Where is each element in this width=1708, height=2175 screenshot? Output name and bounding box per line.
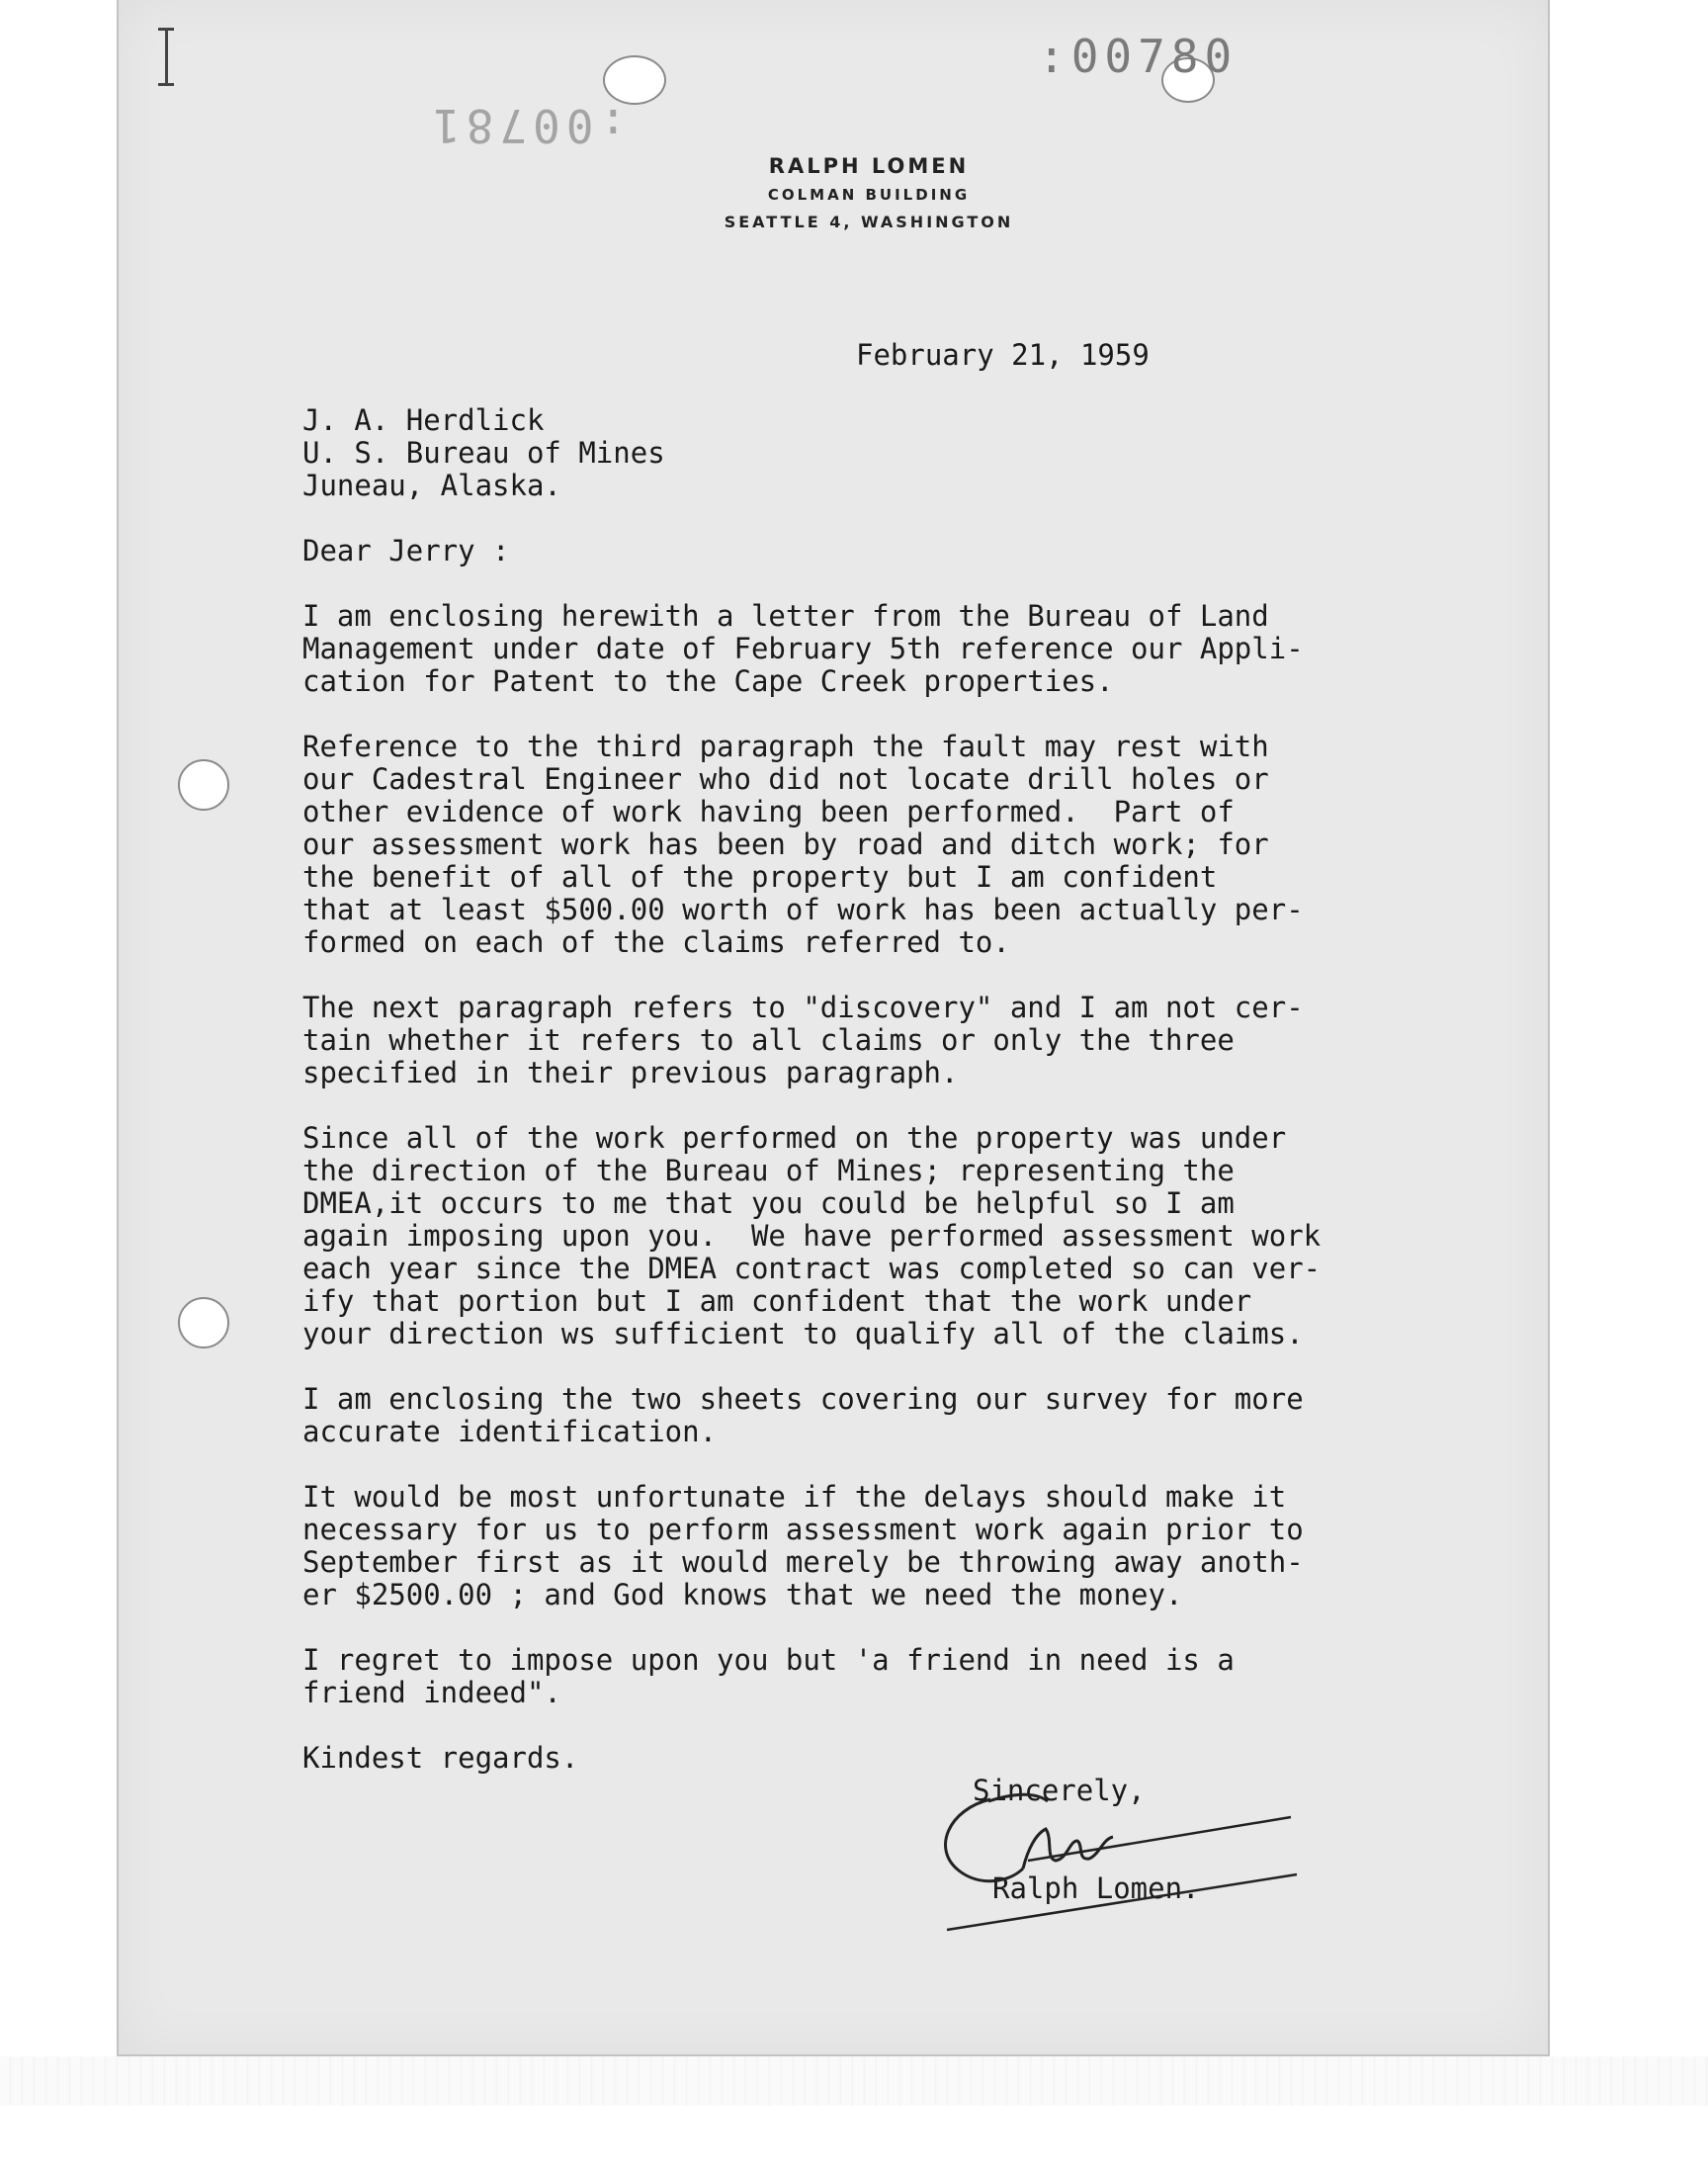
punch-hole-top <box>603 55 666 105</box>
salutation: Dear Jerry : <box>302 534 510 567</box>
body-line: Management under date of February 5th reference our Appli- <box>302 632 1304 665</box>
body-line: other evidence of work having been performed. Part of <box>302 795 1235 828</box>
signer-name: Ralph Lomen. <box>992 1871 1200 1905</box>
scan-edge-strip <box>0 2056 1708 2106</box>
body-line: er $2500.00 ; and God knows that we need the money. <box>302 1578 1183 1611</box>
recipient-organization: U. S. Bureau of Mines <box>302 436 665 470</box>
sign-off: Sincerely, <box>973 1774 1146 1807</box>
body-line: The next paragraph refers to "discovery" and I am not cer- <box>302 991 1304 1024</box>
body-line: accurate identification. <box>302 1415 718 1448</box>
body-line: the benefit of all of the property but I am confident <box>302 860 1218 894</box>
body-line: September first as it would merely be throwing away anoth- <box>302 1545 1304 1579</box>
body-line: friend indeed". <box>302 1676 561 1709</box>
body-line: necessary for us to perform assessment work again prior to <box>302 1513 1304 1546</box>
body-line: Since all of the work performed on the property was under <box>302 1121 1287 1155</box>
body-line: Reference to the third paragraph the fault may rest with <box>302 730 1269 763</box>
archive-stamp-mirrored: :00781 <box>427 99 628 152</box>
body-line: that at least $500.00 worth of work has been actually per- <box>302 893 1304 926</box>
body-line: each year since the DMEA contract was completed so can ver- <box>302 1252 1322 1285</box>
body-line: your direction ws sufficient to qualify all of the claims. <box>302 1317 1304 1350</box>
archive-stamp: :00780 <box>1038 30 1238 83</box>
body-line: It would be most unfortunate if the delays should make it <box>302 1480 1287 1514</box>
body-line: our Cadestral Engineer who did not locate drill holes or <box>302 762 1269 796</box>
body-line: DMEA,it occurs to me that you could be helpful so I am <box>302 1186 1235 1220</box>
body-line: ify that portion but I am confident that the work under <box>302 1284 1252 1318</box>
body-line: I am enclosing the two sheets covering our survey for more <box>302 1382 1304 1416</box>
letterhead-name: RALPH LOMEN <box>768 154 970 178</box>
closing-line: Kindest regards. <box>302 1741 579 1775</box>
letter-date: February 21, 1959 <box>856 338 1150 372</box>
body-line: the direction of the Bureau of Mines; representing the <box>302 1154 1235 1187</box>
letterhead-city: SEATTLE 4, WASHINGTON <box>724 213 1014 231</box>
recipient-location: Juneau, Alaska. <box>302 469 561 502</box>
body-line: formed on each of the claims referred to. <box>302 925 1010 959</box>
letterhead-building: COLMAN BUILDING <box>767 186 971 204</box>
margin-mark <box>158 28 174 31</box>
body-line: tain whether it refers to all claims or only the three <box>302 1023 1235 1057</box>
body-line: again imposing upon you. We have performed assessment work <box>302 1219 1322 1253</box>
margin-mark <box>158 83 174 86</box>
margin-mark <box>165 28 168 85</box>
punch-hole-left-upper <box>178 759 229 811</box>
body-line: our assessment work has been by road and ditch work; for <box>302 827 1269 861</box>
recipient-name: J. A. Herdlick <box>302 403 545 437</box>
body-line: I am enclosing herewith a letter from the Bureau of Land <box>302 599 1269 633</box>
punch-hole-left-lower <box>178 1297 229 1348</box>
handwritten-signature <box>929 1780 1305 1938</box>
body-line: specified in their previous paragraph. <box>302 1056 959 1089</box>
body-line: cation for Patent to the Cape Creek properties. <box>302 664 1114 698</box>
body-line: I regret to impose upon you but 'a friend in need is a <box>302 1643 1235 1677</box>
